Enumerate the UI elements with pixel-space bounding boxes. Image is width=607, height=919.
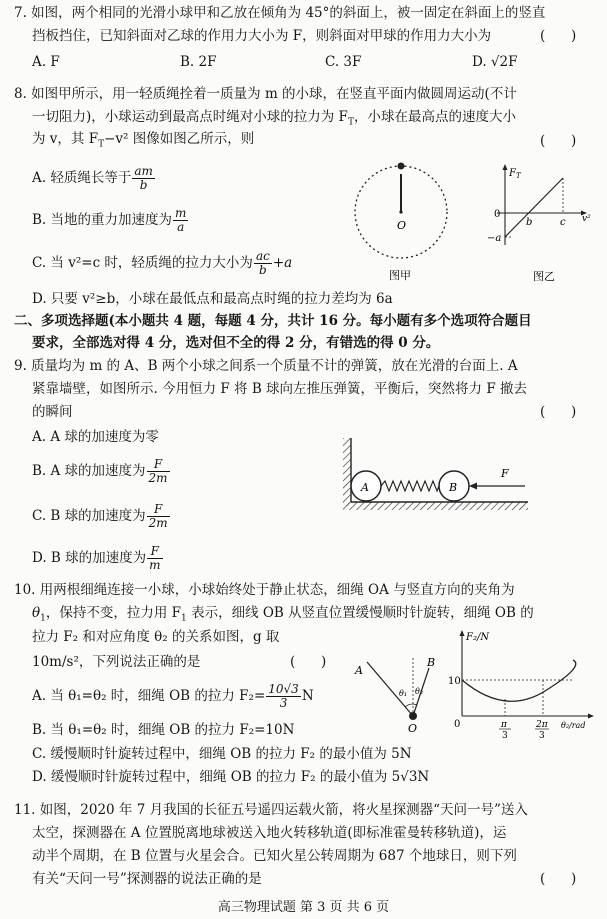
page-footer: 高三物理试题 第 3 页 共 6 页: [217, 900, 390, 915]
center-point: [399, 210, 402, 213]
q10-rope-figure: [355, 650, 436, 740]
q10-line3: 拉力 F₂ 和对应角度 θ₂ 的关系如图，g 取: [32, 629, 280, 645]
force-arrow-head: [469, 483, 477, 490]
force-label: F: [501, 467, 509, 480]
q9-line2: 紧靠墙壁，如图所示. 今用恒力 F 将 B 球向左推压弹簧，平衡后，突然将力 F 撤去: [32, 381, 527, 397]
q10-line1: 10. 用两根细绳连接一小球，小球始终处于静止状态，细绳 OA 与竖直方向的夹角为: [14, 582, 515, 598]
q10-option-c: C. 缓慢顺时针旋转过程中，细绳 OB 的拉力 F₂ 的最小值为 5N: [32, 746, 412, 762]
b-label: b: [526, 217, 533, 228]
y-axis-label: F₂/N: [466, 632, 490, 643]
origin-label: 0: [494, 209, 501, 220]
q9-option-c: C. B 球的加速度为 $\frac{F}{2m}$: [32, 502, 168, 530]
x-tick-pi3-den: 3: [502, 731, 508, 741]
q8-option-d: D. 只要 v²≥b，小球在最低点和最高点时绳的拉力差均为 6a: [32, 291, 393, 307]
q9-answer-paren: ( ): [540, 404, 577, 420]
ball: [398, 163, 405, 170]
q8-figure-yi: [483, 163, 593, 288]
q9-option-d: D. B 球的加速度为 $\frac{F}{m}$: [32, 544, 161, 572]
q10-option-b: B. 当 θ₁=θ₂ 时，细绳 OB 的拉力 F₂=10N: [32, 722, 295, 738]
center-label: O: [397, 219, 407, 232]
ball-a-label: A: [361, 481, 369, 494]
q7-line2: 挡板挡住，已知斜面对乙球的作用力大小为 F，则斜面对甲球的作用力大小为: [32, 28, 492, 44]
q8-line2: 一切阻力)，小球运动到最高点时绳对小球的拉力为 $F_T$，小球在最高点的速度大小: [32, 109, 516, 128]
q7-answer-paren: ( ): [540, 28, 577, 44]
x-axis-label: v²: [582, 214, 591, 224]
caption-yi: 图乙: [533, 270, 555, 283]
x-axis-label: θ₂/rad: [561, 721, 586, 730]
ball: [409, 712, 417, 720]
q11-line3: 动半个周期，在 B 位置与火星会合。已知火星公转周期为 687 个地球日，则下列: [32, 848, 517, 864]
q11-line4: 有关“天问一号”探测器的说法正确的是: [32, 871, 262, 887]
caption-jia: 图甲: [389, 269, 411, 282]
q7-option-b: B. 2F: [180, 54, 217, 70]
q9-option-a: A. A 球的加速度为零: [32, 429, 159, 445]
wall: [343, 438, 351, 506]
q7-line1: 7. 如图，两个相同的光滑小球甲和乙放在倾角为 45°的斜面上，被一固定在斜面上的竖直: [14, 5, 546, 21]
q10-line4: 10m/s²，下列说法正确的是: [32, 654, 201, 670]
x-axis-arrow: [588, 714, 594, 719]
y-tick-10: 10: [448, 676, 461, 687]
section2-line2: 要求，全部选对得 4 分，选对但不全的得 2 分，有错选的得 0 分。: [32, 335, 440, 351]
q8-option-a: A. 轻质绳长等于 $\frac{am}{b}$: [32, 164, 153, 192]
graph-line: [505, 178, 563, 237]
angle-arc-1: [405, 704, 413, 707]
y-axis-label: $F_T$: [509, 168, 521, 180]
q10-answer-paren: ( ): [290, 654, 327, 670]
q7-option-c: C. 3F: [325, 54, 362, 70]
y-axis-arrow: [460, 630, 465, 636]
q11-line1: 11. 如图，2020 年 7 月我国的长征五号遥四运载火箭，将火星探测器“天问一号”送入: [14, 802, 528, 818]
f2-curve: [462, 660, 576, 701]
q9-line1: 9. 质量均为 m 的 A、B 两个小球之间系一个质量不计的弹簧，放在光滑的台面上. A: [14, 358, 518, 374]
q8-answer-paren: ( ): [540, 133, 577, 149]
x-tick-2pi3-num: 2π: [536, 720, 548, 730]
q11-answer-paren: ( ): [540, 871, 577, 887]
q8-option-c: C. 当 v²=c 时，轻质绳的拉力大小为 $\frac{ac}{b}$ +a: [32, 249, 293, 277]
label-theta2: θ₂: [415, 687, 424, 696]
spring: [381, 481, 439, 491]
q8-line1: 8. 如图甲所示，用一轻质绳拴着一质量为 m 的小球，在竖直平面内做圆周运动(不计: [14, 86, 517, 102]
q10-option-d: D. 缓慢顺时针旋转过程中，细绳 OB 的拉力 F₂ 的最小值为 5√3N: [32, 769, 430, 785]
q8-line3: 为 v，其 $F_T-v^2$ 图像如图乙所示，则: [32, 131, 255, 150]
q7-option-a: A. F: [32, 54, 60, 70]
ball-b-label: B: [449, 481, 458, 494]
c-label: c: [560, 217, 566, 228]
q10-option-a: A. 当 θ₁=θ₂ 时，细绳 OB 的拉力 F₂= $\frac{10√3}{3}$ N: [32, 682, 314, 710]
q9-line3: 的瞬间: [32, 404, 73, 420]
q9-figure: [335, 432, 535, 520]
q10-graph-figure: [445, 628, 600, 740]
q10-line2: $\theta_1$，保持不变，拉力用 $F_1$ 表示，细线 OB 从竖直位置缓慢顺时针旋转，细绳 OB 的: [32, 605, 534, 624]
neg-a-label: −a: [487, 233, 502, 244]
label-b: B: [427, 656, 436, 669]
section2-line1: 二、多项选择题(本小题共 4 题，每题 4 分，共计 16 分。每小题有多个选项符合题目: [14, 313, 532, 329]
q11-line2: 太空，探测器在 A 位置脱离地球被送入地火转移轨道(即标准霍曼转移轨道)，运: [32, 825, 507, 841]
label-theta1: θ₁: [399, 689, 408, 698]
label-o: O: [408, 722, 418, 735]
q8-figure-jia: [355, 155, 455, 290]
origin-label: 0: [454, 719, 461, 730]
floor: [343, 502, 528, 510]
q9-option-b: B. A 球的加速度为 $\frac{F}{2m}$: [32, 457, 168, 485]
label-a: A: [355, 664, 363, 677]
x-tick-2pi3-den: 3: [539, 731, 545, 741]
x-tick-pi3-num: π: [501, 720, 507, 730]
q7-option-d: D. √2F: [472, 54, 518, 70]
y-axis-arrow: [503, 164, 508, 170]
q8-option-b: B. 当地的重力加速度为 $\frac{m}{a}$: [32, 206, 187, 234]
